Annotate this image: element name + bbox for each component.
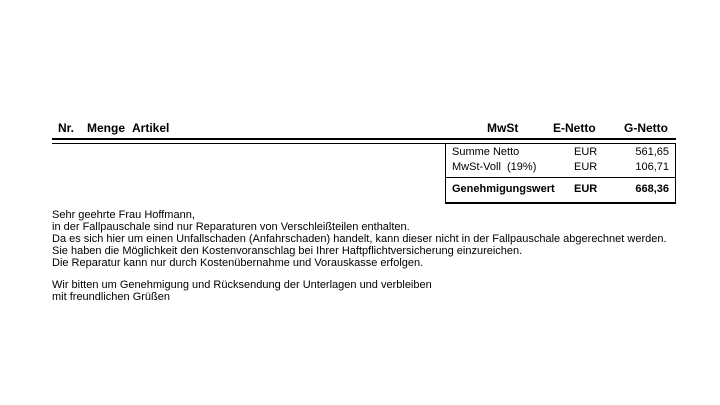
- summe-netto-currency: EUR: [574, 146, 598, 158]
- letter-paragraph-gap: [52, 269, 667, 279]
- totals-separator: [446, 177, 675, 178]
- letter-closing-line: Wir bitten um Genehmigung und Rücksendung der Unterlagen und verbleiben: [52, 279, 432, 291]
- totals-row-summe-netto: [446, 146, 675, 160]
- summe-netto-value: 561,65: [635, 146, 669, 158]
- mwst-voll-label: MwSt-Voll (19%): [452, 161, 537, 173]
- genehmigungswert-currency: EUR: [574, 183, 598, 195]
- letter-line: in der Fallpauschale sind nur Reparaturen von Verschleißteilen enthalten.: [52, 221, 410, 233]
- letter-text: [52, 209, 667, 303]
- letter-closing-line: mit freundlichen Grüßen: [52, 291, 170, 303]
- letter-line: Sie haben die Möglichkeit den Kostenvoranschlag bei Ihrer Haftpflichtversicherung einzureichen.: [52, 245, 523, 257]
- genehmigungswert-label: Genehmigungswert: [452, 183, 555, 195]
- column-header-nr: Nr.: [58, 121, 75, 135]
- genehmigungswert-value: 668,36: [635, 183, 669, 195]
- mwst-voll-value: 106,71: [635, 161, 669, 173]
- totals-row-genehmigungswert: [446, 183, 675, 197]
- header-rule-thick: [52, 138, 676, 140]
- column-header-mwst: MwSt: [487, 121, 519, 135]
- totals-box: [445, 143, 676, 204]
- letter-line: Die Reparatur kann nur durch Kostenübernahme und Vorauskasse erfolgen.: [52, 257, 424, 269]
- column-header-menge: Menge: [87, 121, 126, 135]
- mwst-voll-currency: EUR: [574, 161, 598, 173]
- summe-netto-label: Summe Netto: [452, 146, 520, 158]
- letter-line: Da es sich hier um einen Unfallschaden (Anfahrschaden) handelt, kann dieser nicht in der Fallpauschale abgerechnet werden.: [52, 233, 667, 245]
- column-header-e-netto: E-Netto: [553, 121, 596, 135]
- letter-salutation: Sehr geehrte Frau Hoffmann,: [52, 209, 195, 221]
- column-header-artikel: Artikel: [132, 121, 170, 135]
- column-header-g-netto: G-Netto: [624, 121, 668, 135]
- table-header: [0, 121, 720, 137]
- totals-row-mwst-voll: [446, 161, 675, 175]
